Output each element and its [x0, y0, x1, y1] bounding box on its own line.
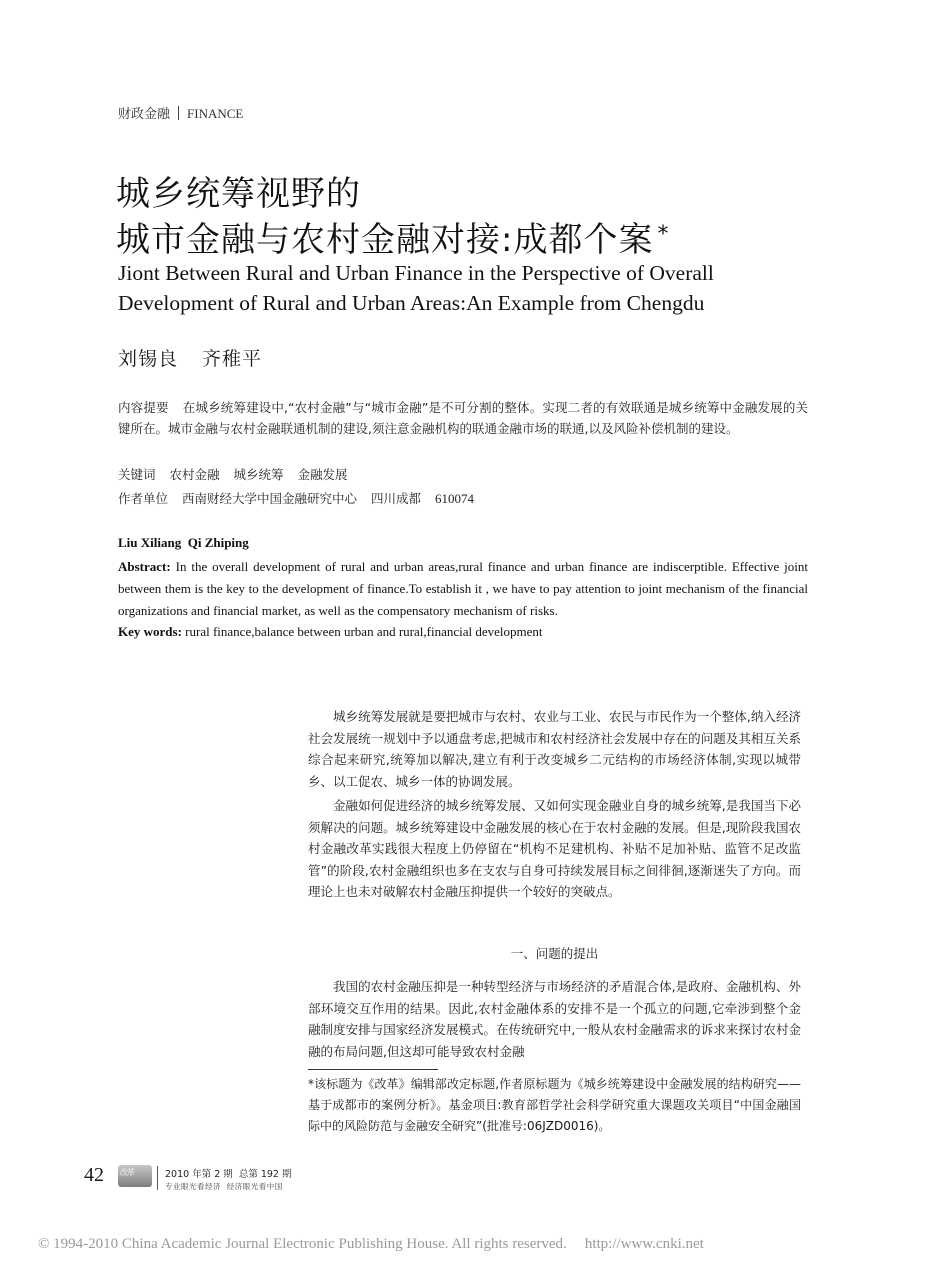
page-number: 42 [84, 1164, 104, 1186]
keywords-en-label: Key words: [118, 624, 182, 639]
abstract-en-label: Abstract: [118, 559, 171, 574]
keywords-cn [118, 464, 808, 485]
affiliation-location: 四川成都 [371, 491, 422, 506]
footer-divider [157, 1166, 158, 1190]
section-divider [178, 106, 179, 120]
issue-info: 2010 年第 2 期 总第 192 期 [165, 1169, 292, 1180]
copyright-url[interactable]: http://www.cnki.net [584, 1236, 704, 1252]
abstract-en [118, 556, 808, 622]
author-1: 刘锡良 [118, 348, 179, 370]
keyword-1: 农村金融 [169, 467, 220, 482]
section-tag [118, 103, 243, 122]
body-paragraph-1 [308, 706, 801, 792]
abstract-cn [118, 397, 808, 439]
body-paragraph-3 [308, 976, 801, 1062]
body-paragraph-1-text: 城乡统筹发展就是要把城市与农村、农业与工业、农民与市民作为一个整体,纳入经济社会发展统一规划中予以通盘考虑,把城市和农村经济社会发展中存在的问题及其相互关系综合起来研究,统筹加以解决,建立有利于改变城乡二元结构的市场经济体制,实现以城带乡、以工促农、城乡一体的协调发展。 [308, 709, 801, 789]
keyword-2: 城乡统筹 [233, 467, 284, 482]
title-cn-line-1: 城乡统筹视野的 [116, 174, 361, 214]
keywords-en-text: rural finance,balance between urban and rural,financial development [185, 624, 543, 639]
abstract-cn-label: 内容提要 [118, 400, 169, 415]
keyword-3: 金融发展 [297, 467, 348, 482]
affiliation-name: 西南财经大学中国金融研究中心 [182, 491, 358, 506]
footnote-divider [308, 1069, 438, 1070]
authors-en: Liu Xiliang Qi Zhiping [118, 535, 249, 550]
affiliation-cn [118, 488, 808, 509]
author-2: 齐稚平 [202, 348, 263, 370]
copyright-line [38, 1236, 704, 1253]
title-cn-line-2 [116, 212, 669, 261]
abstract-cn-text: 在城乡统筹建设中,“农村金融”与“城市金融”是不可分割的整体。实现二者的有效联通是城乡统筹中金融发展的关键所在。城市金融与农村金融联通机制的建设,须注意金融机构的联通金融市场的联通,以及风险补偿机制的建设。 [118, 400, 808, 436]
affiliation-postcode: 610074 [435, 491, 475, 506]
affiliation-label: 作者单位 [118, 491, 169, 506]
body-paragraph-2 [308, 795, 801, 903]
authors-cn [118, 344, 262, 371]
keywords-cn-label: 关键词 [118, 467, 156, 482]
footnote: *该标题为《改革》编辑部改定标题,作者原标题为《城乡统筹建设中金融发展的结构研究——基于成都市的案例分析》。基金项目:教育部哲学社会科学研究重大课题攻关项目“中国金融国际中的风险防范与金融安全研究”(批准号:06JZD0016)。 [308, 1077, 801, 1133]
section-label-cn: 财政金融 [118, 106, 171, 121]
section-label-en: FINANCE [187, 106, 244, 121]
title-footnote-mark: * [657, 222, 670, 247]
journal-logo-text: 改革 [120, 1168, 134, 1177]
title-en: Jiont Between Rural and Urban Finance in the Perspective of Overall Development of Rural and Urban Areas:An Example from Chengdu [118, 261, 714, 315]
title-cn-line-2-text: 城市金融与农村金融对接:成都个案 [116, 220, 654, 260]
body-paragraph-2-text: 金融如何促进经济的城乡统筹发展、又如何实现金融业自身的城乡统筹,是我国当下必须解决的问题。城乡统筹建设中金融发展的核心在于农村金融的发展。但是,现阶段我国农村金融改革实践很大程度上仍停留在“机构不足建机构、补贴不足加补贴、监管不足改监管”的阶段,农村金融组织也多在支农与自身可持续发展目标之间徘徊,逐渐迷失了方向。而理论上也未对破解农村金融压抑提供一个较好的突破点。 [308, 798, 801, 900]
abstract-en-text: In the overall development of rural and urban areas,rural finance and urban finance are indiscerptible. Effective joint between them is the key to the development of finance.To establish it , we have to pay attention to joint mechanism of the financial organizations and financial market, as well as the compensatory mechanism of risks. [118, 559, 808, 618]
keywords-en [118, 624, 808, 640]
body-paragraph-3-text: 我国的农村金融压抑是一种转型经济与市场经济的矛盾混合体,是政府、金融机构、外部环境交互作用的结果。因此,农村金融体系的安排不是一个孤立的问题,它牵涉到整个金融制度安排与国家经济发展模式。在传统研究中,一般从农村金融需求的诉求来探讨农村金融的布局问题,但这却可能导致农村金融 [308, 979, 801, 1059]
copyright-text: © 1994-2010 China Academic Journal Electronic Publishing House. All rights reserved. [38, 1236, 567, 1252]
section-heading-1: 一、问题的提出 [510, 946, 599, 961]
journal-slogan: 专业眼光看经济 经济眼光看中国 [165, 1182, 283, 1191]
